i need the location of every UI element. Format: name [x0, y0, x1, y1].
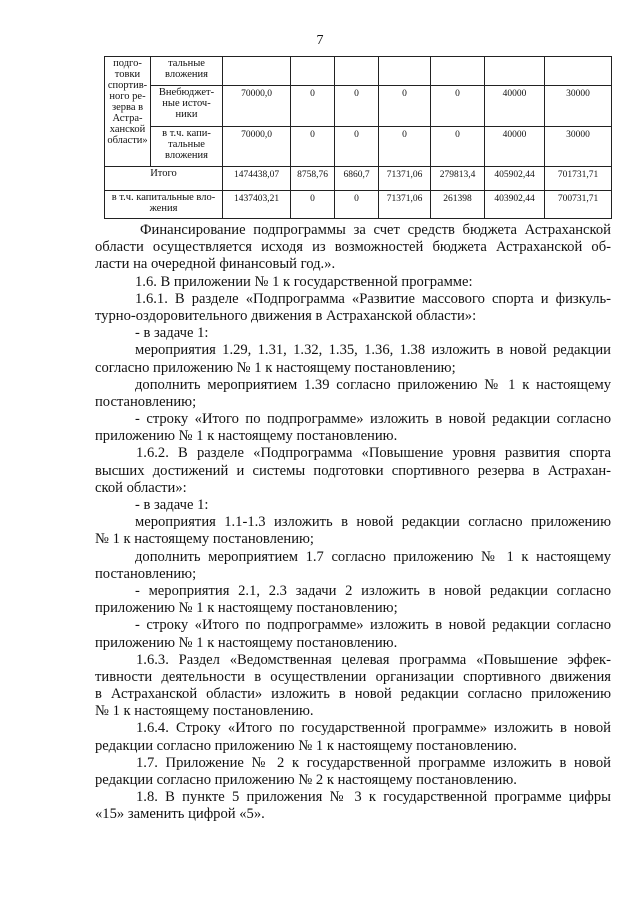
- value-cell: 0: [379, 86, 431, 127]
- value-cell: 0: [335, 86, 379, 127]
- text-line: - в задаче 1:: [135, 325, 209, 342]
- text-line: 1.8. В пункте 5 приложения № 3 к государственной программе цифры: [136, 789, 611, 806]
- value-cell: 403902,44: [485, 191, 545, 219]
- text-line: 1.6. В приложении № 1 к государственной программе:: [135, 273, 473, 290]
- page-number: 7: [316, 33, 324, 48]
- value-cell: 700731,71: [545, 191, 612, 219]
- value-cell: 0: [335, 191, 379, 219]
- text-line: мероприятия 1.29, 1.31, 1.32, 1.35, 1.36, 1.38 изложить в новой редакции: [135, 342, 611, 359]
- source-cell: тальные вложения: [151, 57, 223, 86]
- text-line: турно-оздоровительного движения в Астраханской области»:: [95, 307, 477, 324]
- value-cell: 30000: [545, 127, 612, 167]
- value-cell: 71371,06: [379, 191, 431, 219]
- financing-table: [104, 56, 612, 219]
- text-line: № 1 к настоящему постановлению;: [95, 531, 314, 548]
- text-line: постановлению;: [95, 393, 197, 410]
- text-line: области осуществляется исходя из возможностей бюджета Астраханской об-: [95, 239, 611, 256]
- text-line: высших достижений и системы подготовки спортивного резерва в Астрахан-: [95, 462, 611, 479]
- value-cell: 0: [291, 127, 335, 167]
- text-line: 1.6.3. Раздел «Ведомственная целевая программа «Повышение эффек-: [136, 651, 611, 668]
- value-cell: 71371,06: [379, 167, 431, 191]
- text-line: ласти на очередной финансовый год.».: [95, 256, 336, 273]
- value-cell: 0: [431, 127, 485, 167]
- table-row: [105, 127, 612, 167]
- text-line: в Астраханской области» изложить в новой редакции согласно приложению: [95, 686, 611, 703]
- source-cell: Внебюджет- ные источ- ники: [151, 86, 223, 127]
- table-row: [105, 86, 612, 127]
- text-line: дополнить мероприятием 1.7 согласно приложению № 1 к настоящему: [135, 548, 611, 565]
- subprogram-cell: подго- товки спортив- ного ре- зерва в Астра- ханской области»: [105, 57, 151, 167]
- total-label: Итого: [105, 167, 223, 191]
- value-cell: 279813,4: [431, 167, 485, 191]
- text-line: № 1 к настоящему постановлению.: [95, 703, 314, 720]
- value-cell: 405902,44: [485, 167, 545, 191]
- text-line: приложению № 1 к настоящему постановлению.: [95, 634, 398, 651]
- value-cell: 701731,71: [545, 167, 612, 191]
- value-cell: 6860,7: [335, 167, 379, 191]
- text-line: Финансирование подпрограммы за счет средств бюджета Астраханской: [140, 222, 611, 238]
- text-line: 1.6.1. В разделе «Подпрограмма «Развитие массового спорта и физкуль-: [135, 290, 611, 307]
- text-line: 1.7. Приложение № 2 к государственной программе изложить в новой: [136, 754, 611, 771]
- text-line: - мероприятия 2.1, 2.3 задачи 2 изложить в новой редакции согласно: [135, 582, 611, 599]
- text-line: 1.6.4. Строку «Итого по государственной программе» изложить в новой: [136, 720, 611, 737]
- capital-label: в т.ч. капитальные вло- жения: [105, 191, 223, 219]
- value-cell: 1437403,21: [223, 191, 291, 219]
- text-line: тивности деятельности в осуществлении организации спортивного движения: [95, 668, 611, 685]
- value-cell: 8758,76: [291, 167, 335, 191]
- document-body: [95, 222, 611, 824]
- value-cell: 0: [291, 86, 335, 127]
- value-cell: 30000: [545, 86, 612, 127]
- text-line: ской области»:: [95, 479, 187, 496]
- text-line: - в задаче 1:: [135, 497, 209, 513]
- text-line: приложению № 1 к настоящему постановлению;: [95, 600, 398, 617]
- value-cell: 70000,0: [223, 127, 291, 167]
- value-cell: 70000,0: [223, 86, 291, 127]
- text-line: приложению № 1 к настоящему постановлению.: [95, 428, 398, 445]
- value-cell: 40000: [485, 86, 545, 127]
- table-row: [105, 191, 612, 219]
- table-row: [105, 167, 612, 191]
- text-line: согласно приложению № 1 к настоящему постановлению;: [95, 359, 456, 376]
- text-line: 1.6.2. В разделе «Подпрограмма «Повышение уровня развития спорта: [136, 445, 611, 462]
- table-row: [105, 57, 612, 86]
- text-line: постановлению;: [95, 565, 197, 582]
- value-cell: 0: [431, 86, 485, 127]
- text-line: - строку «Итого по подпрограмме» изложить в новой редакции согласно: [135, 411, 611, 428]
- text-line: мероприятия 1.1-1.3 изложить в новой редакции согласно приложению: [135, 514, 611, 531]
- source-cell: в т.ч. капи- тальные вложения: [151, 127, 223, 167]
- text-line: «15» заменить цифрой «5».: [95, 806, 265, 823]
- value-cell: 1474438,07: [223, 167, 291, 191]
- value-cell: 261398: [431, 191, 485, 219]
- value-cell: 0: [335, 127, 379, 167]
- text-line: редакции согласно приложению № 1 к настоящему постановлению.: [95, 737, 517, 754]
- text-line: - строку «Итого по подпрограмме» изложить в новой редакции согласно: [135, 617, 611, 634]
- text-line: дополнить мероприятием 1.39 согласно приложению № 1 к настоящему: [135, 376, 611, 393]
- value-cell: 0: [291, 191, 335, 219]
- text-line: редакции согласно приложению № 2 к настоящему постановлению.: [95, 772, 517, 788]
- value-cell: 0: [379, 127, 431, 167]
- value-cell: 40000: [485, 127, 545, 167]
